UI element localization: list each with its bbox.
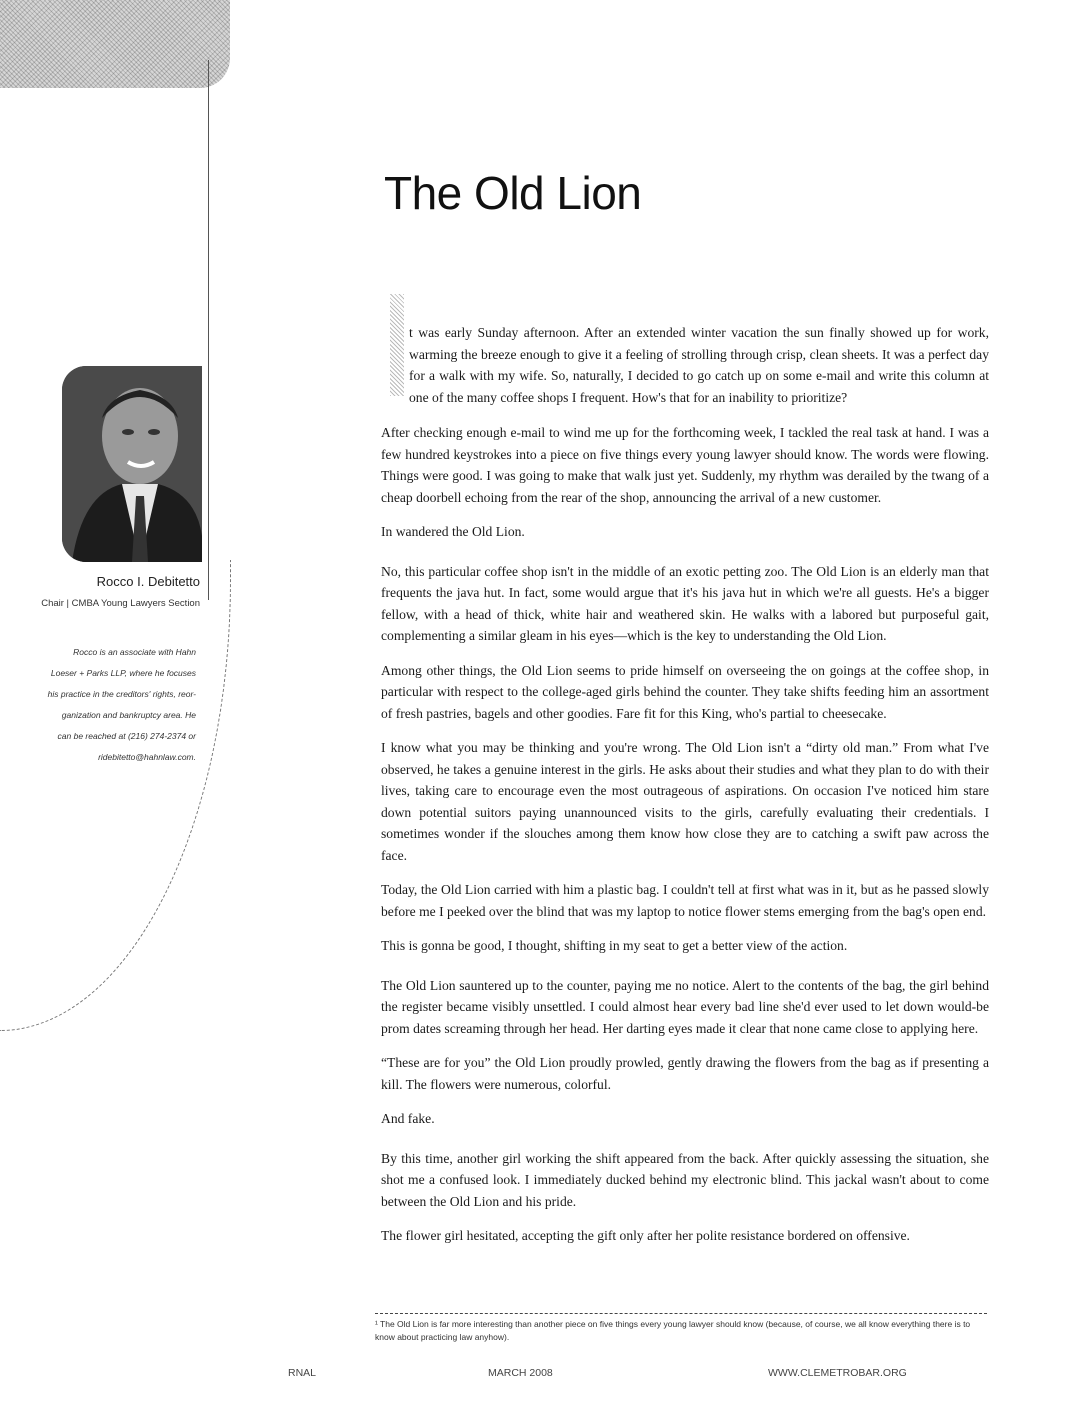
decorative-curve bbox=[0, 560, 231, 1031]
article-paragraph: The Old Lion sauntered up to the counter, paying me no notice. Alert to the contents of the bag, the girl behind the register became visibly unsettled. I could almost hear every bad line she'd ever used to let down would-be prom dates screaming through her head. Her darting eyes made it clear that none came close to applying here. bbox=[381, 977, 989, 1036]
author-name: Rocco I. Debitetto bbox=[96, 574, 200, 589]
footnote-divider bbox=[375, 1313, 987, 1314]
bio-line: Rocco is an associate with Hahn bbox=[73, 647, 196, 657]
bio-line: Loeser + Parks LLP, where he focuses bbox=[50, 668, 196, 678]
author-title: Chair | CMBA Young Lawyers Section bbox=[41, 598, 200, 609]
article-paragraph: Among other things, the Old Lion seems to pride himself on overseeing the on goings at the coffee shop, in particular with respect to the college-aged girls behind the counter. They take shifts feeding him an assortment of fresh pastries, bagels and other goodies. Fare fit for this King, who's partial to cheesecake. bbox=[381, 662, 989, 721]
article-paragraph: No, this particular coffee shop isn't in the middle of an exotic petting zoo. The Old Lion is an elderly man that frequents the java hut. In fact, some would argue that it's his java hut in which we're all guests. He's a bigger fellow, with a head of thick, white hair and weathered skin. He walks with a labored but purposeful gait, complementing a similar gleam in his eyes—which is the key to understanding the Old Lion. bbox=[381, 563, 989, 643]
article-title: The Old Lion bbox=[384, 167, 642, 219]
article-paragraph: By this time, another girl working the shift appeared from the back. After quickly assessing the situation, she shot me a confused look. I immediately ducked behind my electronic blind. This jackal wasn't about to come between the Old Lion and his pride. bbox=[381, 1150, 989, 1209]
bio-line: can be reached at (216) 274-2374 or bbox=[57, 731, 196, 741]
bio-line: ridebitetto@hahnlaw.com. bbox=[98, 752, 196, 762]
article-paragraph: “These are for you” the Old Lion proudly prowled, gently drawing the flowers from the bag as if presenting a kill. The flowers were numerous, colorful. bbox=[381, 1055, 989, 1092]
article-body bbox=[381, 322, 989, 1260]
author-photo bbox=[62, 366, 202, 562]
article-paragraph: After checking enough e-mail to wind me up for the forthcoming week, I tackled the real task at hand. I was a few hundred keystrokes into a piece on five things every young lawyer should know. The words were flowing. Things were good. I was going to make that walk just yet. Suddenly, my rhythm was derailed by the twang of a cheap doorbell echoing from the rear of the shop, announcing the arrival of a new customer. bbox=[381, 425, 989, 505]
article-paragraph: In wandered the Old Lion. bbox=[381, 524, 525, 539]
bio-line: ganization and bankruptcy area. He bbox=[61, 710, 196, 720]
article-paragraph: And fake. bbox=[381, 1111, 435, 1126]
article-paragraph: t was early Sunday afternoon. After an extended winter vacation the sun finally showed up for work, warming the breeze enough to give it a feeling of strolling through crisp, clean sheets. It was a perfect day for a walk with my wife. So, naturally, I decided to go catch up on some e-mail and write this column at one of the many coffee shops I frequent. How's that for an inability to prioritize? bbox=[409, 325, 989, 405]
bio-line: his practice in the creditors' rights, reor- bbox=[47, 689, 196, 699]
article-paragraph: Today, the Old Lion carried with him a plastic bag. I couldn't tell at first what was in it, but as he passed slowly before me I peeked over the blind that was my laptop to notice flower stems emerging from the bag's open end. bbox=[381, 882, 989, 919]
footnote: ¹ The Old Lion is far more interesting than another piece on five things every young lawyer should know (because, of course, we all know everything there is to know about practicing law anyhow). bbox=[375, 1319, 971, 1342]
footer-website: WWW.CLEMETROBAR.ORG bbox=[768, 1367, 907, 1379]
article-paragraph: I know what you may be thinking and you're wrong. The Old Lion isn't a “dirty old man.” From what I've observed, he takes a genuine interest in the girls. He asks about their studies and what they plan to do with their lives, taking care to encourage even the most outrageous of aspirations. On occasion I've noticed him stare down potential suitors paying unannounced visits to the girls, carefully evaluating their credentials. I sometimes wonder if the slouches among them know how close they are to catching a swift paw across the face. bbox=[381, 740, 989, 863]
footer-left: RNAL bbox=[288, 1367, 317, 1379]
article-paragraph: This is gonna be good, I thought, shifting in my seat to get a better view of the action. bbox=[381, 938, 848, 953]
scan-artifact bbox=[0, 0, 230, 88]
author-bio bbox=[20, 642, 196, 768]
footer-date: MARCH 2008 bbox=[488, 1367, 553, 1379]
article-paragraph: The flower girl hesitated, accepting the gift only after her polite resistance bordered on offensive. bbox=[381, 1228, 910, 1243]
